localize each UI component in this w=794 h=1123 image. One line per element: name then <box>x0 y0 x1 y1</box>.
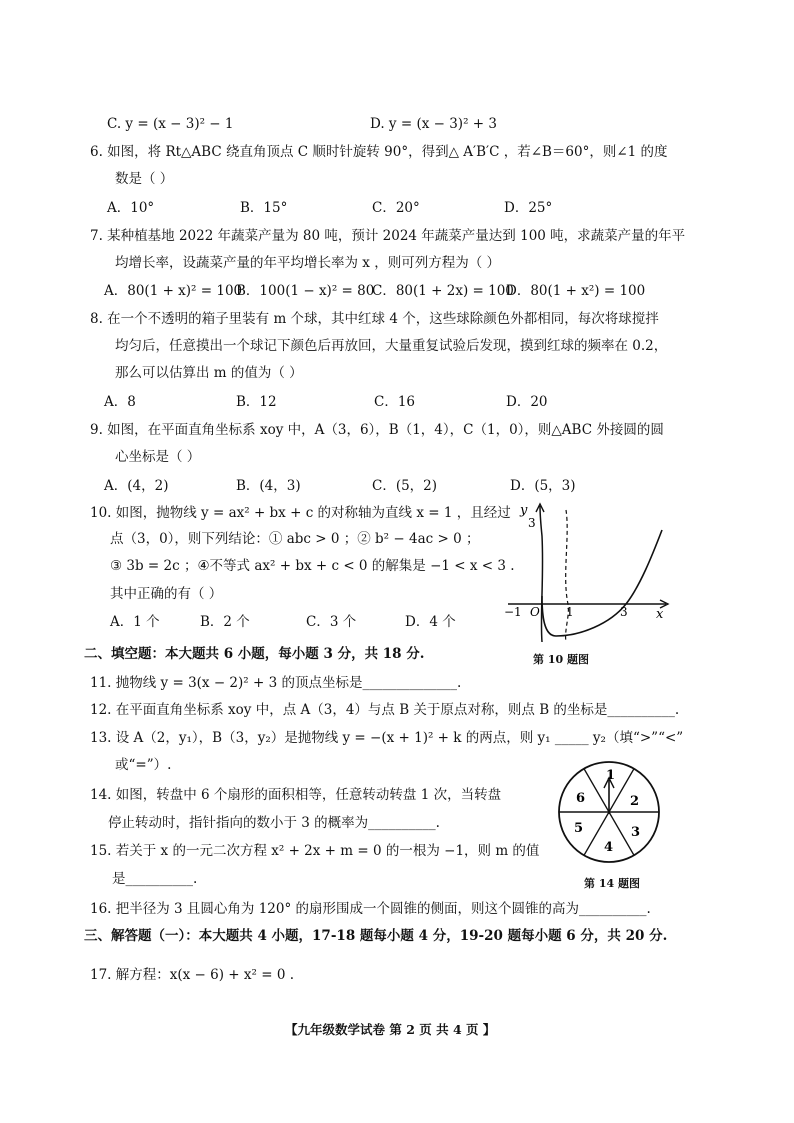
q13-line1: 13. 设 A（2，y₁），B（3，y₂）是抛物线 y = −(x + 1)² + k 的两点，则 y₁ _____ y₂（填“>”“<” <box>90 730 684 746</box>
y-tick-3: 3 <box>528 516 536 530</box>
q10-stem-line3: ③ 3b = 2c ；④不等式 ax² + bx + c < 0 的解集是 −1 < x < 3 . <box>110 558 515 574</box>
q7-option-c: C．80(1 + 2x) = 100 <box>372 283 514 299</box>
q11: 11. 抛物线 y = 3(x − 2)² + 3 的顶点坐标是______________. <box>90 675 462 691</box>
sector-label-3: 3 <box>631 825 641 840</box>
q7-stem-line1: 7. 某种植基地 2022 年蔬菜产量为 80 吨，预计 2024 年蔬菜产量达到 100 吨，求蔬菜产量的年平 <box>90 228 686 244</box>
q9-option-c: C．(5，2) <box>372 478 438 494</box>
q6-stem-line1: 6. 如图，将 Rt△ABC 绕直角顶点 C 顺时针旋转 90°，得到△ A′B′C ，若∠B＝60°，则∠1 的度 <box>90 144 668 160</box>
q6-option-d: D．25° <box>504 200 553 216</box>
q17: 17. 解方程：x(x − 6) + x² = 0 . <box>90 967 294 983</box>
q10-option-c: C．3 个 <box>306 614 357 630</box>
q14-line2: 停止转动时，指针指向的数小于 3 的概率为__________. <box>108 815 440 831</box>
q7-option-a: A．80(1 + x)² = 100 <box>104 283 243 299</box>
q14-spinner-figure <box>555 758 663 866</box>
q14-line1: 14. 如图，转盘中 6 个扇形的面积相等，任意转动转盘 1 次，当转盘 <box>90 787 502 803</box>
q10-option-d: D．4 个 <box>405 614 456 630</box>
q7-option-d: D．80(1 + x²) = 100 <box>506 283 646 299</box>
section3-heading: 三、解答题（一）：本大题共 4 小题，17-18 题每小题 4 分，19-20 题每小题 6 分，共 20 分. <box>84 928 668 944</box>
q9-stem-line1: 9. 如图，在平面直角坐标系 xoy 中，A（3，6），B（1，4），C（1，0），则△ABC 外接圆的圆 <box>90 422 664 438</box>
sector-label-1: 1 <box>606 768 616 783</box>
q6-option-a: A．10° <box>107 200 155 216</box>
q6-option-c: C．20° <box>372 200 420 216</box>
sector-label-5: 5 <box>574 821 584 836</box>
q10-parabola-figure <box>500 496 680 644</box>
q8-stem-line3: 那么可以估算出 m 的值为（ ） <box>115 365 303 381</box>
q8-stem-line2: 均匀后，任意摸出一个球记下颜色后再放回，大量重复试验后发现，摸到红球的频率在 0.2， <box>115 338 668 354</box>
q8-option-c: C．16 <box>374 394 416 410</box>
q15-line1: 15. 若关于 x 的一元二次方程 x² + 2x + m = 0 的一根为 −1，则 m 的值 <box>90 843 540 859</box>
q6-option-b: B．15° <box>240 200 288 216</box>
q7-stem-line2: 均增长率，设蔬菜产量的年平均增长率为 x ，则可列方程为（ ） <box>115 255 500 271</box>
q12: 12. 在平面直角坐标系 xoy 中，点 A（3，4）与点 B 关于原点对称，则点 B 的坐标是__________. <box>90 702 680 718</box>
q15-line2: 是__________. <box>112 871 198 887</box>
q10-option-b: B．2 个 <box>200 614 250 630</box>
q13-line2: 或“=”）. <box>115 757 172 773</box>
sector-label-2: 2 <box>630 794 640 809</box>
page-footer: 【九年级数学试卷 第 2 页 共 4 页 】 <box>285 1022 496 1037</box>
q10-stem-line1: 10. 如图，抛物线 y = ax² + bx + c 的对称轴为直线 x = 1 ，且经过 <box>90 505 511 521</box>
q5-option-c: C. y = (x − 3)² − 1 <box>107 116 234 132</box>
x-tick-minus1: −1 <box>504 605 522 619</box>
q16: 16. 把半径为 3 且圆心角为 120° 的扇形围成一个圆锥的侧面，则这个圆锥的高为__________. <box>90 901 651 917</box>
q10-stem-line4: 其中正确的有（ ） <box>110 586 223 602</box>
q8-stem-line1: 8. 在一个不透明的箱子里装有 m 个球，其中红球 4 个，这些球除颜色外都相同，每次将球搅拌 <box>90 311 659 327</box>
q8-option-d: D．20 <box>506 394 548 410</box>
x-tick-3: 3 <box>620 605 628 619</box>
q10-option-a: A．1 个 <box>110 614 160 630</box>
q8-option-a: A．8 <box>104 394 136 410</box>
y-axis-label: y <box>520 503 528 518</box>
q10-figure-caption: 第 10 题图 <box>533 653 589 666</box>
symmetry-axis <box>566 510 569 642</box>
q5-option-d: D. y = (x − 3)² + 3 <box>370 116 497 132</box>
parabola-curve <box>542 530 662 636</box>
sector-label-4: 4 <box>604 840 614 855</box>
q7-option-b: B．100(1 − x)² = 80 <box>236 283 375 299</box>
sector-label-6: 6 <box>576 791 586 806</box>
q9-option-b: B．(4，3) <box>236 478 301 494</box>
y-axis <box>540 506 543 642</box>
x-tick-1: 1 <box>566 605 574 619</box>
q8-option-b: B．12 <box>236 394 277 410</box>
q6-stem-line2: 数是（ ） <box>115 171 174 187</box>
section2-heading: 二、填空题：本大题共 6 小题，每小题 3 分，共 18 分. <box>84 646 425 662</box>
q9-stem-line2: 心坐标是（ ） <box>115 449 201 465</box>
q9-option-a: A．(4，2) <box>104 478 169 494</box>
q10-stem-line2: 点（3，0），则下列结论：① abc > 0 ；② b² − 4ac > 0 ； <box>110 531 480 547</box>
x-axis-label: x <box>656 607 664 622</box>
q14-figure-caption: 第 14 题图 <box>584 877 640 890</box>
origin-label: O <box>530 605 540 619</box>
q9-option-d: D．(5，3) <box>510 478 576 494</box>
